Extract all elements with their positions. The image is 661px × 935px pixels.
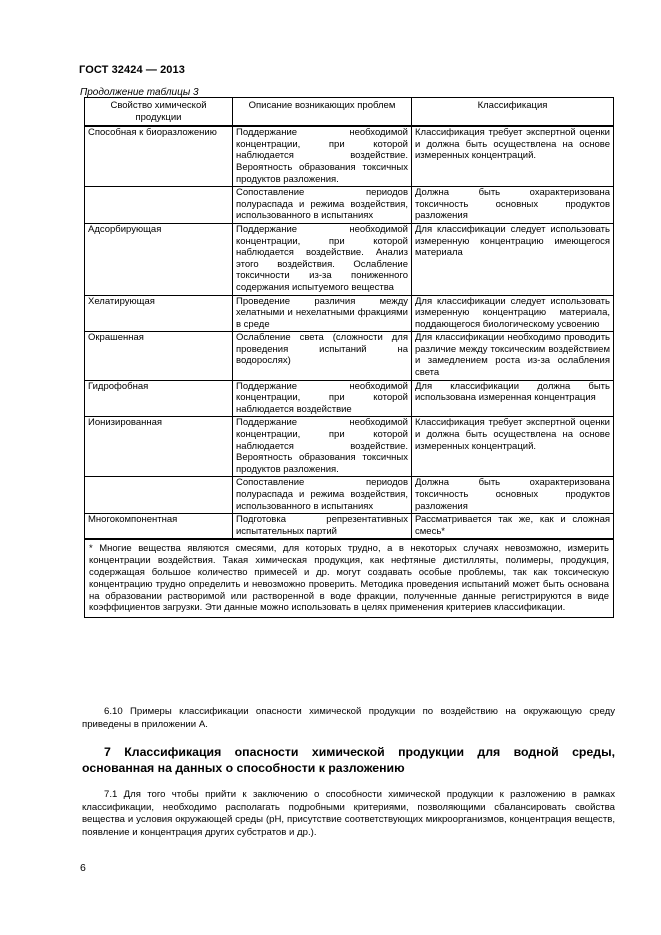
- table-footnote-row: [85, 539, 614, 617]
- property-cell: [85, 187, 233, 224]
- problem-cell: Проведение различия между хелатными и нехелатными фракциями в среде: [233, 295, 412, 332]
- column-header: Классификация: [412, 98, 614, 127]
- paragraph-7-1-text: 7.1 Для того чтобы прийти к заключению о способности химической продукции к разложению в рамках классификации, необходимо располагать подробными критериями, позволяющими сбалансировать свойства вещества и условия окружающей среды (pH, присутствие соответствующих микроорганизмов, концентрация веществ, появление и концентрация других субстратов и др.).: [82, 789, 615, 838]
- property-cell: Многокомпонентная: [85, 514, 233, 540]
- property-cell: Способная к биоразложению: [85, 126, 233, 186]
- table-row: [85, 295, 614, 332]
- problem-cell: Поддержание необходимой концентрации, при которой наблюдается воздействие: [233, 380, 412, 417]
- section-7-title-text: 7 Классификация опасности химической продукции для водной среды, основанная на данных о способности к разложению: [82, 745, 615, 775]
- table-row: [85, 417, 614, 477]
- table-row: [85, 187, 614, 224]
- problem-cell: Поддержание необходимой концентрации, при которой наблюдается воздействие. Вероятность образования токсичных продуктов разложения.: [233, 417, 412, 477]
- problem-cell: Ослабление света (сложности для проведения испытаний на водорослях): [233, 332, 412, 380]
- property-cell: Гидрофобная: [85, 380, 233, 417]
- property-cell: Ионизированная: [85, 417, 233, 477]
- problem-cell: Поддержание необходимой концентрации, при которой наблюдается воздействие. Вероятность образования токсичных продуктов разложения.: [233, 126, 412, 186]
- property-cell: Хелатирующая: [85, 295, 233, 332]
- page-number: 6: [80, 862, 86, 874]
- problem-cell: Сопоставление периодов полураспада и режима воздействия, использованного в испытаниях: [233, 477, 412, 514]
- problem-cell: Сопоставление периодов полураспада и режима воздействия, использованного в испытаниях: [233, 187, 412, 224]
- table-row: [85, 477, 614, 514]
- standard-header: ГОСТ 32424 — 2013: [79, 64, 185, 76]
- section-7-title: [82, 745, 615, 776]
- table-row: [85, 223, 614, 295]
- paragraph-7-1: [82, 789, 615, 839]
- classification-cell: Для классификации следует использовать измеренную концентрацию материала, поддающегося биологическому усвоению: [412, 295, 614, 332]
- classification-cell: Для классификации необходимо проводить различие между токсическим воздействием и замедлением роста из-за ослабления света: [412, 332, 614, 380]
- table-row: [85, 380, 614, 417]
- classification-cell: Рассматривается так же, как и сложная смесь*: [412, 514, 614, 540]
- classification-cell: Для классификации следует использовать измеренную концентрацию имеющегося материала: [412, 223, 614, 295]
- classification-cell: Для классификации должна быть использована измеренная концентрация: [412, 380, 614, 417]
- property-cell: Окрашенная: [85, 332, 233, 380]
- table-footnote: * Многие вещества являются смесями, для которых трудно, а в некоторых случаях невозможно, измерить концентрации воздействия. Такая химическая продукция, как нефтяные дистилляты, полимеры, продукция, содержащая большое количество примесей и др. могут создавать особые проблемы, так как токсическую концентрацию трудно определить и невозможно проверить. Методика проведения испытаний может быть основана на образовании растворимой или растворенной в воде фракции, полученные данные регистрируются в виде коэффициентов загрузки. Эти данные можно использовать в целях применения критериев классификации.: [85, 539, 614, 617]
- property-cell: [85, 477, 233, 514]
- table-row: [85, 126, 614, 186]
- column-header: Свойство химической продукции: [85, 98, 233, 127]
- table-row: [85, 332, 614, 380]
- paragraph-6-10: [82, 706, 615, 731]
- classification-cell: Должна быть охарактеризована токсичность основных продуктов разложения: [412, 477, 614, 514]
- table-caption: Продолжение таблицы 3: [80, 87, 199, 98]
- column-header: Описание возникающих проблем: [233, 98, 412, 127]
- classification-cell: Классификация требует экспертной оценки и должна быть осуществлена на основе измеренных концентраций.: [412, 126, 614, 186]
- problem-cell: Поддержание необходимой концентрации, при которой наблюдается воздействие. Анализ этого воздействия. Ослабление токсичности из-за пониженного содержания испытуемого вещества: [233, 223, 412, 295]
- paragraph-6-10-text: 6.10 Примеры классификации опасности химической продукции по воздействию на окружающую среду приведены в приложении А.: [82, 706, 615, 730]
- problem-cell: Подготовка репрезентативных испытательных партий: [233, 514, 412, 540]
- classification-cell: Должна быть охарактеризована токсичность основных продуктов разложения: [412, 187, 614, 224]
- classification-cell: Классификация требует экспертной оценки и должна быть осуществлена на основе измеренных концентраций.: [412, 417, 614, 477]
- table-row: [85, 514, 614, 540]
- hazard-classification-table: [84, 97, 614, 618]
- property-cell: Адсорбирующая: [85, 223, 233, 295]
- table-header-row: [85, 98, 614, 127]
